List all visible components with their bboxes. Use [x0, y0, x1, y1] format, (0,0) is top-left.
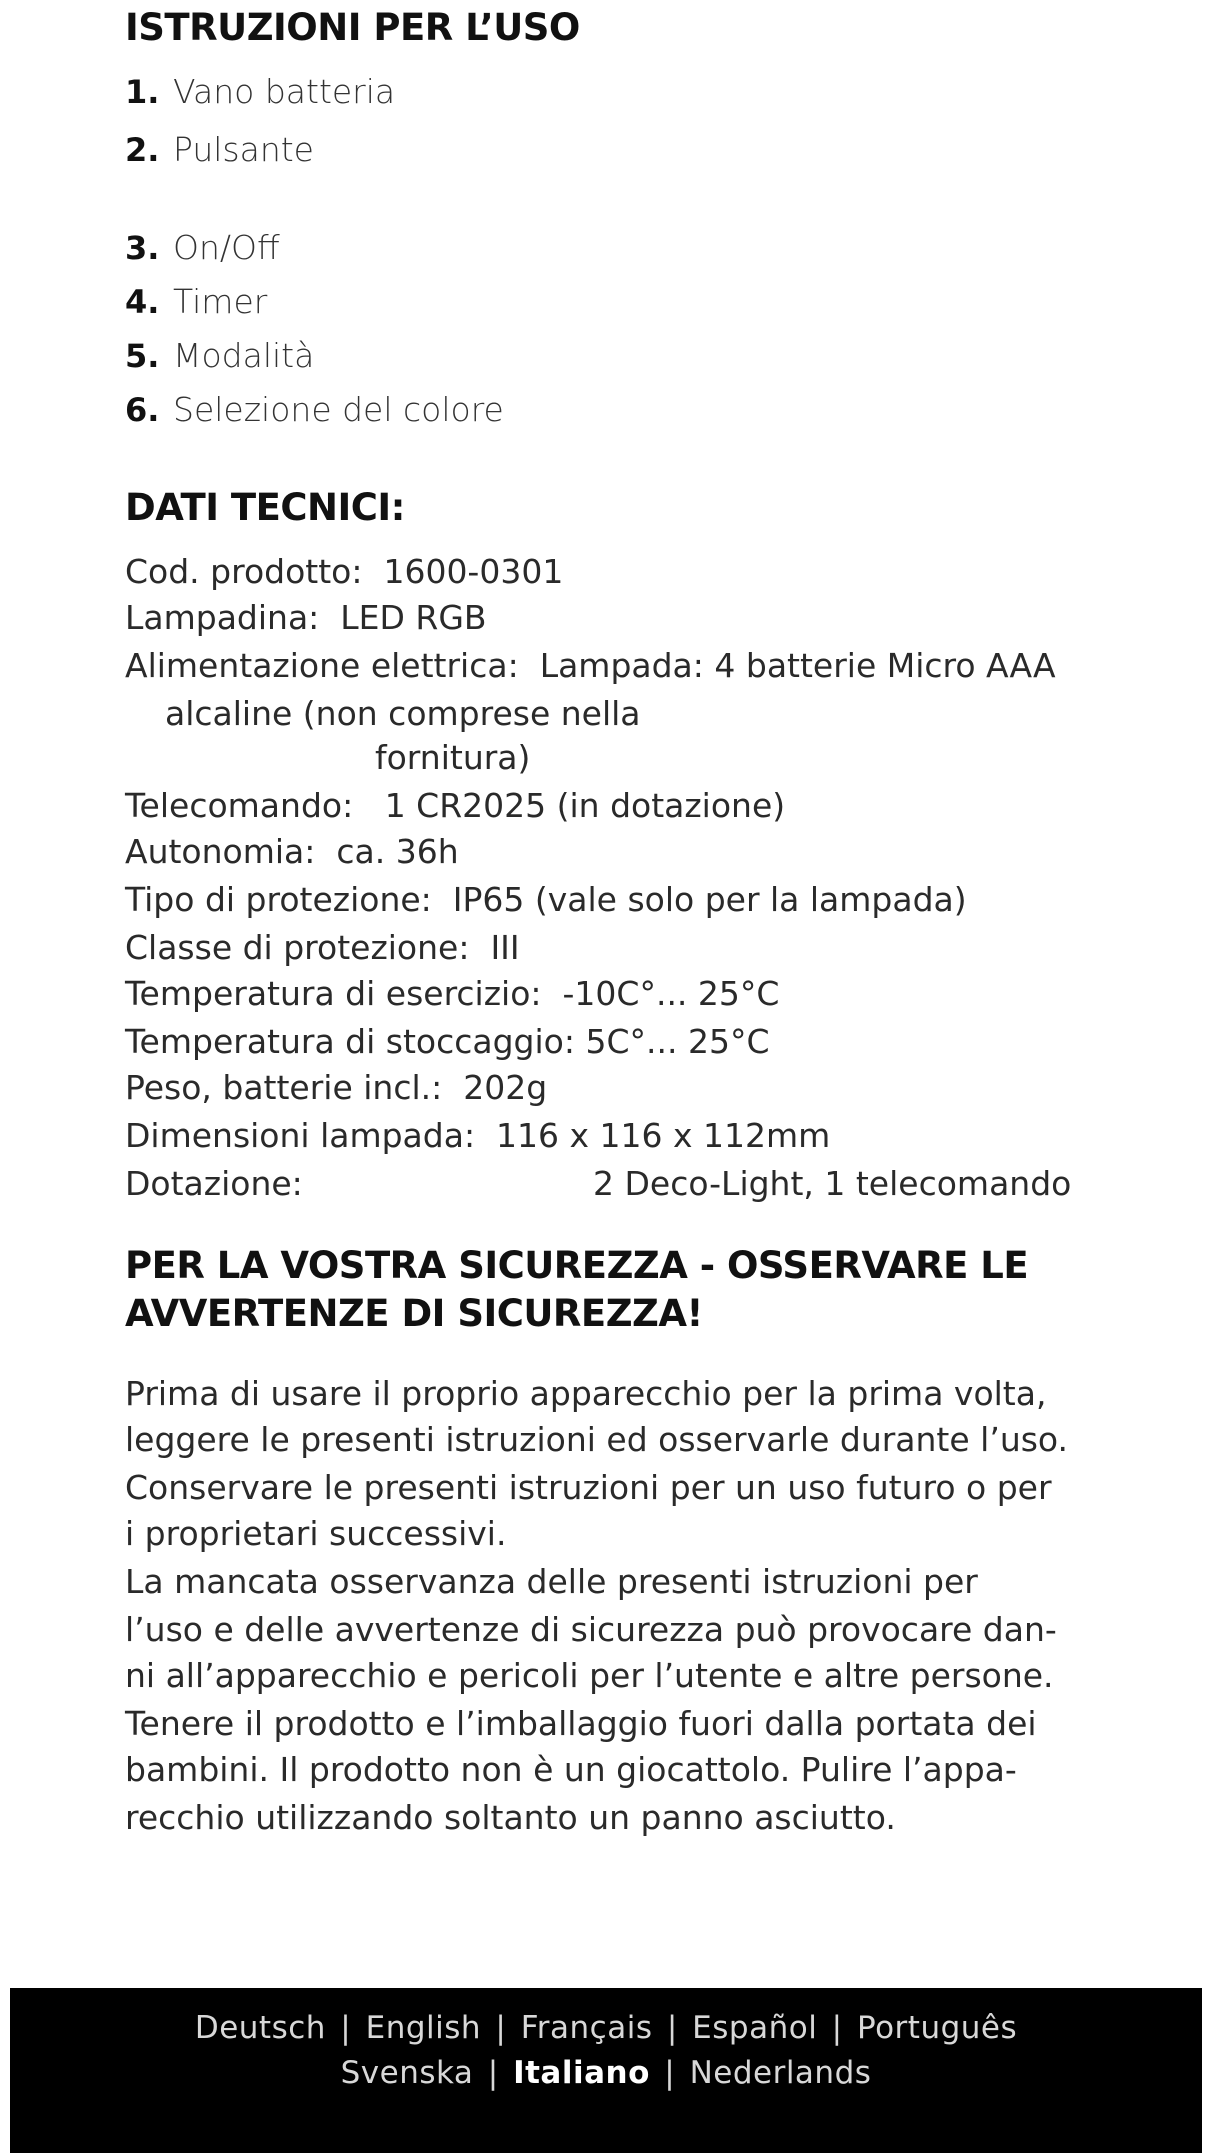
- spec-row: [125, 1022, 770, 1061]
- spec-value: IP65 (vale solo per la lampada): [452, 880, 967, 919]
- item-label: On/Off: [173, 228, 280, 267]
- item-label: Selezione del colore: [173, 390, 504, 429]
- spec-row: [125, 1116, 830, 1155]
- spec-key: Temperatura di stoccaggio:: [125, 1022, 575, 1061]
- spec-row: [125, 928, 520, 967]
- spec-continuation: fornitura): [375, 738, 531, 777]
- safety-text-line: bambini. Il prodotto non è un giocattolo. Pulire l’appa-: [125, 1750, 1017, 1789]
- language-link-english[interactable]: English: [365, 2010, 482, 2046]
- spec-value: 1 CR2025 (in dotazione): [384, 786, 786, 825]
- language-separator: |: [487, 2055, 499, 2091]
- spec-value: 116 x 116 x 112mm: [496, 1116, 831, 1155]
- spec-row: [125, 552, 563, 591]
- language-row: [10, 2055, 1202, 2091]
- instructions-heading: ISTRUZIONI PER L’USO: [125, 6, 580, 49]
- list-item: [125, 336, 314, 376]
- safety-text-line: leggere le presenti istruzioni ed osservarle durante l’uso.: [125, 1420, 1069, 1459]
- spec-key: Telecomando:: [125, 786, 354, 825]
- language-link-espanol[interactable]: Español: [692, 2010, 818, 2046]
- spec-row: [125, 1068, 547, 1107]
- spec-key: Classe di protezione:: [125, 928, 470, 967]
- item-number: 5.: [125, 337, 160, 375]
- item-number: 1.: [125, 73, 160, 111]
- language-separator: |: [664, 2055, 676, 2091]
- safety-text-line: i proprietari successivi.: [125, 1514, 507, 1553]
- item-number: 3.: [125, 229, 160, 267]
- item-label: Timer: [173, 282, 268, 321]
- spec-value: -10C°... 25°C: [562, 974, 780, 1013]
- spec-key: Lampadina:: [125, 598, 320, 637]
- spec-continuation: alcaline (non comprese nella: [165, 694, 641, 733]
- safety-text-line: ni all’apparecchio e pericoli per l’utente e altre persone.: [125, 1656, 1054, 1695]
- item-label: Modalità: [173, 336, 315, 375]
- language-separator: |: [340, 2010, 352, 2046]
- item-number: 6.: [125, 391, 160, 429]
- language-link-svenska[interactable]: Svenska: [340, 2055, 474, 2091]
- specs-heading: DATI TECNICI:: [125, 486, 405, 529]
- spec-key: Peso, batterie incl.:: [125, 1068, 443, 1107]
- list-item: [125, 390, 504, 430]
- spec-key: Dimensioni lampada:: [125, 1116, 476, 1155]
- language-separator: |: [831, 2010, 843, 2046]
- item-label: Vano batteria: [173, 72, 396, 111]
- item-label: Pulsante: [173, 130, 314, 169]
- spec-row: [125, 832, 459, 871]
- spec-value: III: [490, 928, 520, 967]
- spec-value: 2 Deco-Light, 1 telecomando: [593, 1164, 1072, 1203]
- spec-value: ca. 36h: [336, 832, 459, 871]
- spec-value: LED RGB: [340, 598, 487, 637]
- language-separator: |: [666, 2010, 678, 2046]
- language-separator: |: [495, 2010, 507, 2046]
- language-link-portugues[interactable]: Português: [856, 2010, 1018, 2046]
- spec-value: Lampada: 4 batterie Micro AAA: [539, 646, 1056, 685]
- list-item: [125, 130, 314, 170]
- spec-row: [125, 880, 967, 919]
- list-item: [125, 228, 280, 268]
- item-number: 4.: [125, 283, 160, 321]
- safety-text-line: La mancata osservanza delle presenti istruzioni per: [125, 1562, 978, 1601]
- spec-key: Dotazione:: [125, 1164, 303, 1203]
- item-number: 2.: [125, 131, 160, 169]
- spec-key: Alimentazione elettrica:: [125, 646, 519, 685]
- spec-row: [125, 786, 785, 825]
- language-link-deutsch[interactable]: Deutsch: [194, 2010, 326, 2046]
- spec-row: [125, 598, 487, 637]
- spec-value: 5C°... 25°C: [585, 1022, 770, 1061]
- safety-text-line: l’uso e delle avvertenze di sicurezza può provocare dan-: [125, 1610, 1057, 1649]
- spec-row: [125, 974, 779, 1013]
- spec-row: [125, 1164, 303, 1203]
- language-link-nederlands[interactable]: Nederlands: [689, 2055, 872, 2091]
- safety-text-line: Conservare le presenti istruzioni per un uso futuro o per: [125, 1468, 1052, 1507]
- language-row: [10, 2010, 1202, 2046]
- list-item: [125, 72, 395, 112]
- safety-heading: PER LA VOSTRA SICUREZZA - OSSERVARE LE AVVERTENZE DI SICUREZZA!: [125, 1244, 1029, 1335]
- safety-text-line: Tenere il prodotto e l’imballaggio fuori dalla portata dei: [125, 1704, 1037, 1743]
- language-footer: [10, 1988, 1202, 2153]
- safety-text-line: Prima di usare il proprio apparecchio per la prima volta,: [125, 1374, 1047, 1413]
- spec-key: Cod. prodotto:: [125, 552, 363, 591]
- spec-value: 202g: [463, 1068, 548, 1107]
- language-link-francais[interactable]: Français: [520, 2010, 653, 2046]
- spec-key: Temperatura di esercizio:: [125, 974, 542, 1013]
- spec-value: 1600-0301: [383, 552, 564, 591]
- spec-key: Tipo di protezione:: [125, 880, 432, 919]
- safety-text-line: recchio utilizzando soltanto un panno asciutto.: [125, 1798, 896, 1837]
- spec-row: [125, 646, 1056, 685]
- language-link-italiano[interactable]: Italiano: [513, 2055, 650, 2091]
- list-item: [125, 282, 267, 322]
- spec-key: Autonomia:: [125, 832, 316, 871]
